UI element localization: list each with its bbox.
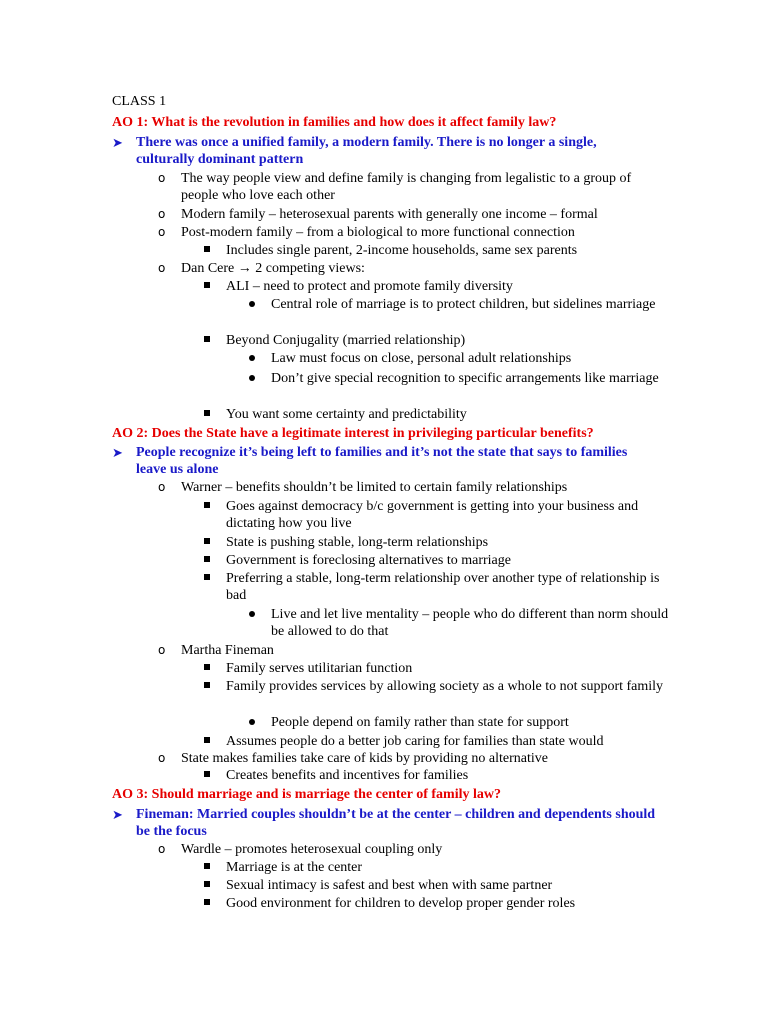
list-item-text: Goes against democracy b/c government is getting into your business and dictating how you live bbox=[226, 499, 639, 531]
square-bullet-icon bbox=[204, 556, 210, 562]
dot-bullet-icon bbox=[249, 719, 255, 725]
circle-bullet-icon: o bbox=[158, 171, 166, 185]
arrow-bullet-icon: ➤ bbox=[112, 807, 123, 822]
list-item-text: Law must focus on close, personal adult relationships bbox=[271, 351, 572, 366]
list-item-text: Assumes people do a better job caring for families than state would bbox=[226, 734, 604, 749]
circle-bullet-icon: o bbox=[158, 842, 166, 856]
square-bullet-icon bbox=[204, 538, 210, 544]
list-item-text: State is pushing stable, long-term relationships bbox=[226, 535, 489, 550]
list-item-text: Central role of marriage is to protect children, but sidelines marriage bbox=[271, 297, 656, 312]
square-bullet-icon bbox=[204, 502, 210, 508]
list-item-text: Government is foreclosing alternatives to marriage bbox=[226, 553, 511, 568]
list-item-text: Marriage is at the center bbox=[226, 860, 363, 875]
list-item-text: Family serves utilitarian function bbox=[226, 661, 413, 676]
list-item-text: Dan Cere → 2 competing views: bbox=[181, 261, 365, 276]
list-item-text: State makes families take care of kids by providing no alternative bbox=[181, 751, 548, 766]
arrow-bullet-icon: ➤ bbox=[112, 445, 123, 460]
circle-bullet-icon: o bbox=[158, 225, 166, 239]
ao2-arrow-text: People recognize it’s being left to families and it’s not the state that says to families leave us alone bbox=[136, 445, 628, 477]
list-item-text: Includes single parent, 2-income households, same sex parents bbox=[226, 243, 578, 258]
square-bullet-icon bbox=[204, 682, 210, 688]
square-bullet-icon bbox=[204, 574, 210, 580]
ao3-arrow-text: Fineman: Married couples shouldn’t be at the center – children and dependents should be the focus bbox=[136, 807, 656, 839]
square-bullet-icon bbox=[204, 282, 210, 288]
square-bullet-icon bbox=[204, 246, 210, 252]
list-item-text: Martha Fineman bbox=[181, 643, 274, 658]
list-item-text: ALI – need to protect and promote family diversity bbox=[226, 279, 513, 294]
circle-bullet-icon: o bbox=[158, 480, 166, 494]
list-item-text: Family provides services by allowing society as a whole to not support family bbox=[226, 679, 664, 694]
square-bullet-icon bbox=[204, 664, 210, 670]
arrow-bullet-icon: ➤ bbox=[112, 135, 123, 150]
ao2-heading: AO 2: Does the State have a legitimate interest in privileging particular benefits? bbox=[112, 426, 594, 441]
list-item-text: Beyond Conjugality (married relationship) bbox=[226, 333, 466, 348]
list-item-text: Creates benefits and incentives for families bbox=[226, 768, 469, 783]
square-bullet-icon bbox=[204, 899, 210, 905]
class-title: CLASS 1 bbox=[112, 94, 167, 109]
dot-bullet-icon bbox=[249, 611, 255, 617]
square-bullet-icon bbox=[204, 771, 210, 777]
ao1-arrow-text: There was once a unified family, a modern family. There is no longer a single, culturally dominant pattern bbox=[136, 135, 597, 167]
square-bullet-icon bbox=[204, 863, 210, 869]
list-item-text: Preferring a stable, long-term relationship over another type of relationship is bad bbox=[226, 571, 660, 603]
square-bullet-icon bbox=[204, 737, 210, 743]
list-item-text: You want some certainty and predictability bbox=[226, 407, 467, 422]
list-item-text: The way people view and define family is changing from legalistic to a group of people who love each other bbox=[181, 171, 632, 203]
ao1-heading: AO 1: What is the revolution in families and how does it affect family law? bbox=[112, 115, 557, 130]
square-bullet-icon bbox=[204, 881, 210, 887]
square-bullet-icon bbox=[204, 336, 210, 342]
ao3-heading: AO 3: Should marriage and is marriage the center of family law? bbox=[112, 787, 501, 802]
list-item-text: Don’t give special recognition to specific arrangements like marriage bbox=[271, 371, 659, 386]
dot-bullet-icon bbox=[249, 375, 255, 381]
circle-bullet-icon: o bbox=[158, 751, 166, 765]
dot-bullet-icon bbox=[249, 355, 255, 361]
circle-bullet-icon: o bbox=[158, 207, 166, 221]
list-item-text: Good environment for children to develop proper gender roles bbox=[226, 896, 576, 911]
list-item-text: Modern family – heterosexual parents with generally one income – formal bbox=[181, 207, 598, 222]
dot-bullet-icon bbox=[249, 301, 255, 307]
square-bullet-icon bbox=[204, 410, 210, 416]
list-item-text: Sexual intimacy is safest and best when with same partner bbox=[226, 878, 553, 893]
list-item-text: Warner – benefits shouldn’t be limited to certain family relationships bbox=[181, 480, 568, 495]
list-item-text: Live and let live mentality – people who do different than norm should be allowed to do that bbox=[271, 607, 669, 639]
circle-bullet-icon: o bbox=[158, 261, 166, 275]
list-item-text: Wardle – promotes heterosexual coupling only bbox=[181, 842, 443, 857]
list-item-text: Post-modern family – from a biological to more functional connection bbox=[181, 225, 575, 240]
circle-bullet-icon: o bbox=[158, 643, 166, 657]
list-item-text: People depend on family rather than state for support bbox=[271, 715, 569, 730]
